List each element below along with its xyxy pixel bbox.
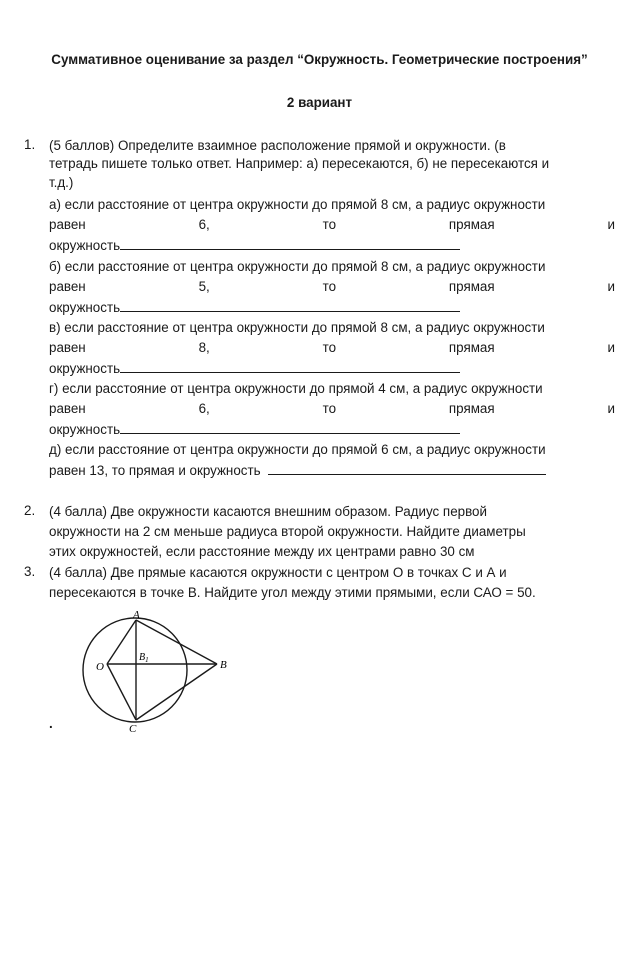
q1-e-line-1: д) если расстояние от центра окружности до прямой 6 см, а радиус окружности	[49, 442, 546, 457]
page-title: Суммативное оценивание за раздел “Окружность. Геометрические построения”	[51, 52, 588, 67]
q1-b-answer-blank[interactable]	[120, 298, 460, 312]
q1-d-word-2: 6,	[198, 401, 210, 416]
question-1-intro-line-1	[49, 137, 615, 155]
q1-c-word-4: прямая	[448, 340, 495, 355]
q1-d-word-4: прямая	[448, 401, 495, 416]
q1-b-word-5: и	[607, 279, 615, 294]
label-b1: $B_1$	[139, 652, 149, 664]
q1-d-word-3: то	[322, 401, 337, 416]
segment-oc	[107, 664, 136, 720]
q1-c-answer-blank[interactable]	[120, 359, 460, 373]
q1-c-line-1: в) если расстояние от центра окружности до прямой 8 см, а радиус окружности	[49, 320, 545, 335]
tangent-lines-figure	[55, 608, 245, 738]
q1-a-word-1: равен	[49, 217, 86, 232]
question-1-intro-line-2: тетрадь пишете только ответ. Например: а) пересекаются, б) не пересекаются и	[49, 156, 550, 171]
stray-dot: .	[49, 716, 53, 731]
question-3-line-1: (4 балла) Две прямые касаются окружности с центром О в точках С и А и	[49, 565, 507, 580]
q1-d-tail: окружность	[49, 422, 121, 437]
q1-d-line-3	[49, 420, 460, 439]
q1-a-word-3: то	[322, 217, 337, 232]
q1-intro-text-1: (5 баллов) Определите взаимное расположение прямой и окружности. (в	[49, 138, 506, 153]
question-3-number: 3.	[24, 564, 36, 579]
tangent-line-cb	[136, 664, 217, 720]
q1-e-line-2	[49, 461, 546, 480]
q1-d-line-2	[49, 400, 615, 418]
question-2-line-1: (4 балла) Две окружности касаются внешним образом. Радиус первой	[49, 504, 487, 519]
question-1-number: 1.	[24, 137, 36, 152]
q1-b-word-1: равен	[49, 279, 86, 294]
q1-a-line-3	[49, 236, 460, 255]
q1-b-word-2: 5,	[198, 279, 210, 294]
q1-b-line-3	[49, 298, 460, 317]
q1-e-text: равен 13, то прямая и окружность	[49, 463, 261, 478]
label-a: A	[133, 609, 140, 621]
q1-c-word-2: 8,	[198, 340, 210, 355]
question-2-line-2: окружности на 2 см меньше радиуса второй окружности. Найдите диаметры	[49, 524, 526, 539]
q1-e-answer-blank[interactable]	[268, 461, 546, 475]
q1-a-word-5: и	[607, 217, 615, 232]
q1-d-answer-blank[interactable]	[120, 420, 460, 434]
variant-heading: 2 вариант	[286, 95, 353, 110]
question-2-line-3: этих окружностей, если расстояние между их центрами равно 30 см	[49, 544, 475, 559]
q1-c-word-5: и	[607, 340, 615, 355]
q1-b-tail: окружность	[49, 300, 121, 315]
label-o: O	[96, 661, 104, 673]
question-2-number: 2.	[24, 503, 36, 518]
q1-a-line-1: а) если расстояние от центра окружности до прямой 8 см, а радиус окружности	[49, 197, 546, 212]
q1-c-line-2	[49, 339, 615, 357]
q1-a-answer-blank[interactable]	[120, 236, 460, 250]
q1-a-word-2: 6,	[198, 217, 210, 232]
q1-c-line-3	[49, 359, 460, 378]
label-c: C	[129, 723, 137, 735]
q1-c-word-1: равен	[49, 340, 86, 355]
q1-b-line-1: б) если расстояние от центра окружности до прямой 8 см, а радиус окружности	[49, 259, 546, 274]
q1-b-line-2	[49, 278, 615, 296]
question-3-line-2: пересекаются в точке В. Найдите угол между этими прямыми, если САО = 50.	[49, 585, 536, 600]
q1-d-word-1: равен	[49, 401, 86, 416]
q1-a-tail: окружность	[49, 238, 121, 253]
label-b: B	[220, 659, 227, 671]
q1-b-word-4: прямая	[448, 279, 495, 294]
q1-a-word-4: прямая	[448, 217, 495, 232]
q1-d-line-1: г) если расстояние от центра окружности до прямой 4 см, а радиус окружности	[49, 381, 543, 396]
q1-b-word-3: то	[322, 279, 337, 294]
q1-d-word-5: и	[607, 401, 615, 416]
q1-c-tail: окружность	[49, 361, 121, 376]
q1-c-word-3: то	[322, 340, 337, 355]
segment-oa	[107, 620, 136, 664]
q1-a-line-2	[49, 216, 615, 234]
question-1-intro-line-3: т.д.)	[49, 175, 74, 190]
